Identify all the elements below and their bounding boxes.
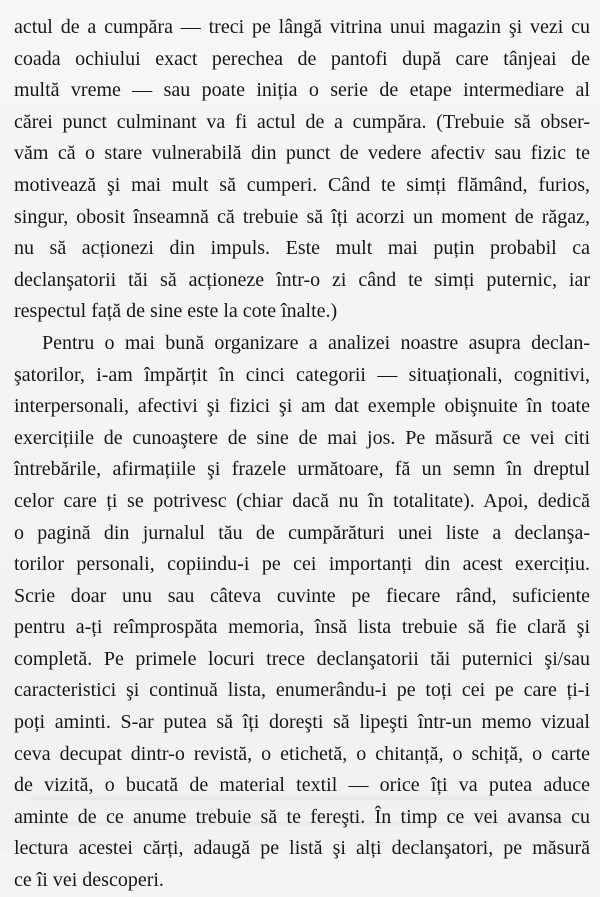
text-line: şatorilor, i-am împărțit în cinci categorii — situaționali, cognitivi,	[14, 363, 590, 386]
text-line: ce îi vei descoperi.	[14, 869, 164, 892]
text-line: pentru a-ți reîmprospăta memoria, însă lista trebuie să fie clară şi	[14, 616, 590, 639]
text-line: multă vreme — sau poate iniția o serie de etape intermediare al	[14, 79, 590, 102]
text-line: văm că o stare vulnerabilă din punct de vedere afectiv sau fizic te	[14, 142, 590, 165]
text-line: aminte de ce anume trebuie să te fereşti. În timp ce vei avansa cu	[14, 805, 590, 828]
text-line: celor care ți se potrivesc (chiar dacă nu în totalitate). Apoi, dedică	[14, 489, 590, 512]
text-line: interpersonali, afectivi şi fizici şi am dat exemple obişnuite în toate	[14, 395, 590, 418]
text-line: declanşatorii tăi să acționeze într-o zi când te simți puternic, iar	[14, 268, 590, 291]
text-line: nu să acționezi din impuls. Este mult mai puțin probabil ca	[14, 237, 590, 260]
text-line: Scrie doar unu sau câteva cuvinte pe fiecare rând, suficiente	[14, 584, 590, 607]
text-line: poți aminti. S-ar putea să îți doreşti să lipeşti într-un memo vizual	[14, 711, 590, 734]
text-line: exercițiile de cunoaştere de sine de mai jos. Pe măsură ce vei citi	[14, 426, 590, 449]
text-line: respectul față de sine este la cote înalte.)	[14, 300, 338, 323]
text-line: ceva decupat dintr-o revistă, o etichetă, o chitanță, o schiță, o carte	[14, 742, 590, 765]
text-line: singur, obosit înseamnă că trebuie să îți acorzi un moment de răgaz,	[14, 205, 590, 228]
text-line: motivează şi mai mult să cumperi. Când te simți flămând, furios,	[14, 173, 590, 196]
text-line: cărei punct culminant va fi actul de a cumpăra. (Trebuie să obser-	[14, 110, 590, 133]
text-line: actul de a cumpăra — treci pe lângă vitrina unui magazin şi vezi cu	[14, 16, 590, 38]
text-line: de vizită, o bucată de material textil — orice îți va putea aduce	[14, 774, 590, 797]
text-line: o pagină din jurnalul tău de cumpărături unei liste a declanşa-	[14, 521, 590, 544]
text-line: coada ochiului exact perechea de pantofi după care tânjeai de	[14, 47, 590, 70]
text-line: lectura acestei cărți, adaugă pe listă şi alți declanşatori, pe măsură	[14, 837, 590, 860]
reverse-side-show-through	[30, 775, 590, 845]
text-line: caracteristici şi continuă lista, enumerându-i pe toți cei pe care ți-i	[14, 679, 590, 702]
text-line: Pentru o mai bună organizare a analizei noastre asupra declan-	[42, 331, 590, 354]
body-text	[14, 12, 590, 897]
text-line: torilor personali, copiindu-i pe cei importanți din acest exercițiu.	[14, 553, 590, 576]
text-line: întrebările, afirmațiile şi frazele următoare, fă un semn în dreptul	[14, 458, 590, 481]
text-line: completă. Pe primele locuri trece declanşatorii tăi puternici şi/sau	[14, 647, 590, 670]
